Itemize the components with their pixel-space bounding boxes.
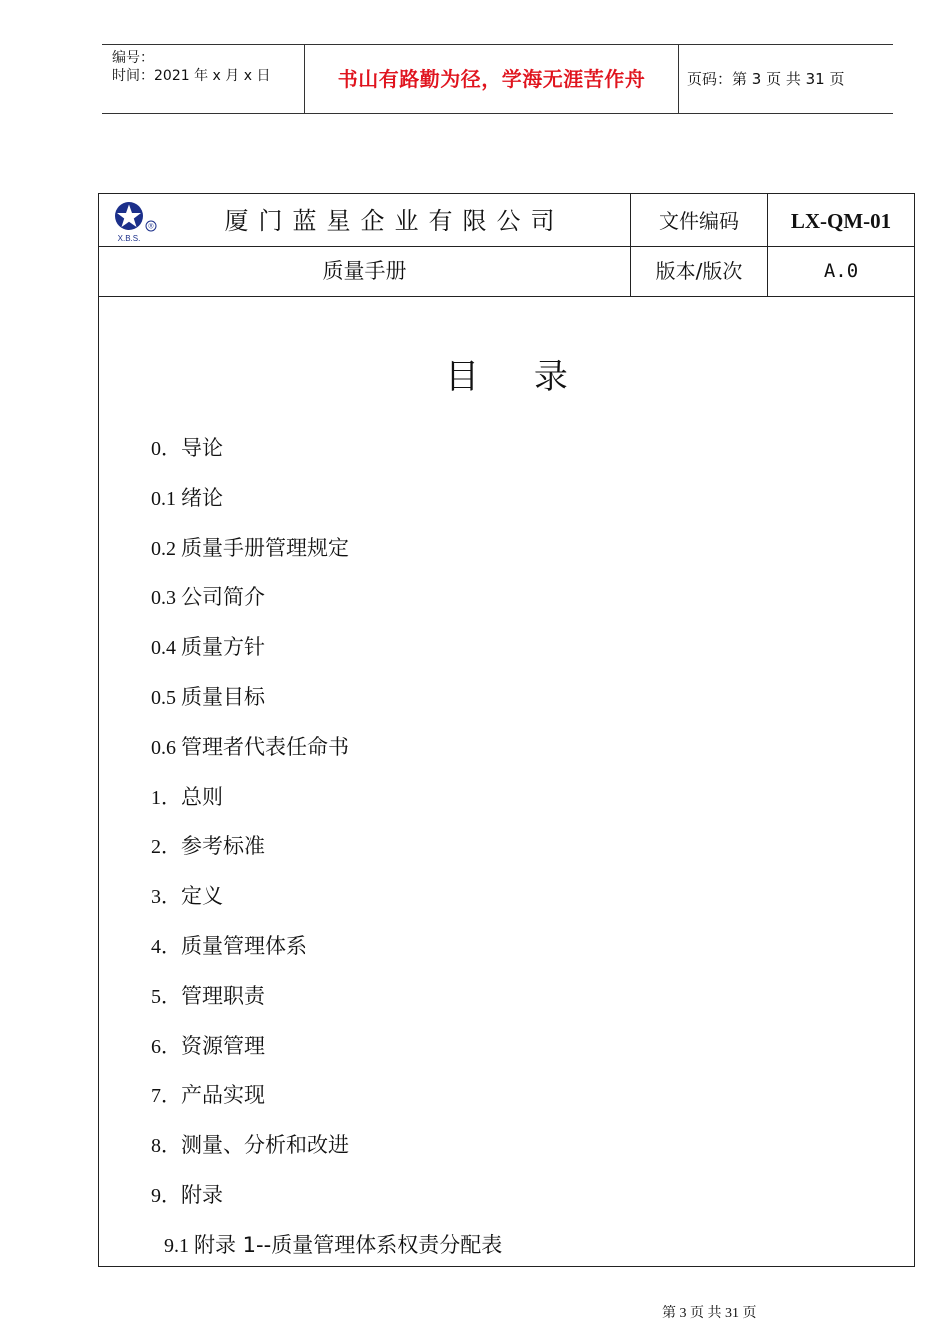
toc-list — [151, 424, 502, 1271]
document-frame — [98, 193, 915, 1267]
header-divider — [678, 45, 679, 113]
company-name: 厦门蓝星企业有限公司 — [224, 207, 565, 235]
toc-item — [151, 773, 502, 823]
toc-item-text: 管理职责 — [181, 983, 265, 1008]
registered-mark: ® — [148, 223, 154, 231]
toc-item-text: 产品实现 — [181, 1083, 265, 1108]
toc-item-number: 0.5 — [151, 686, 181, 709]
toc-item-number: 0.4 — [151, 637, 181, 660]
toc-item-number: 9.1 — [164, 1234, 194, 1257]
header-page-info: 页码：第 3 页 共 31 页 — [687, 70, 845, 88]
toc-item — [151, 872, 502, 922]
toc-item — [151, 474, 502, 524]
toc-item — [151, 673, 502, 723]
title-block — [99, 194, 914, 297]
toc-item-text: 管理者代表任命书 — [181, 734, 349, 759]
toc-item-number: 7． — [151, 1085, 181, 1108]
toc-item-number: 2． — [151, 836, 181, 859]
toc-item — [151, 424, 502, 474]
manual-name: 质量手册 — [322, 259, 407, 283]
toc-item-number: 5． — [151, 985, 181, 1008]
toc-item-number: 9． — [151, 1184, 181, 1207]
toc-item-text: 公司简介 — [181, 585, 265, 610]
toc-item-text: 参考标准 — [181, 834, 265, 859]
version-label: 版本/版次 — [655, 259, 743, 283]
toc-item-text: 总则 — [181, 784, 223, 809]
toc-item — [151, 623, 502, 673]
doc-code-label: 文件编码 — [659, 209, 739, 233]
header-meta — [112, 49, 302, 85]
version-value: A.0 — [823, 260, 859, 282]
toc-item-text: 附录 1--质量管理体系权责分配表 — [194, 1232, 503, 1257]
toc-item-number: 6． — [151, 1035, 181, 1058]
toc-item-number: 4． — [151, 935, 181, 958]
doc-code-value: LX-QM-01 — [790, 209, 892, 233]
toc-item-text: 质量管理体系 — [181, 933, 307, 958]
toc-item-number: 1． — [151, 786, 181, 809]
toc-item-number: 0． — [151, 438, 181, 460]
toc-item — [151, 972, 502, 1022]
toc-item — [151, 1071, 502, 1121]
toc-item-number: 3． — [151, 886, 181, 909]
toc-item-text: 导论 — [181, 436, 223, 460]
toc-item-number: 0.3 — [151, 587, 181, 610]
toc-item — [151, 922, 502, 972]
logo-caption: X.B.S. — [117, 234, 141, 243]
toc-item — [151, 1121, 502, 1171]
toc-item-text: 资源管理 — [181, 1033, 265, 1058]
toc-item-number: 8． — [151, 1135, 181, 1158]
toc-item-number: 0.6 — [151, 736, 181, 759]
toc-item-text: 定义 — [181, 884, 223, 909]
toc-item — [151, 524, 502, 574]
toc-item-number: 0.2 — [151, 537, 181, 560]
page-footer: 第 3 页 共 31 页 — [662, 1306, 757, 1321]
toc-item — [151, 1022, 502, 1072]
toc-item — [151, 573, 502, 623]
toc-item-text: 测量、分析和改进 — [181, 1133, 349, 1158]
toc-item-text: 质量手册管理规定 — [181, 535, 349, 560]
toc-item-text: 绪论 — [181, 485, 223, 510]
header-motto: 书山有路勤为径，学海无涯苦作舟 — [337, 67, 646, 91]
toc-item-text: 质量目标 — [181, 684, 265, 709]
toc-item — [151, 1221, 502, 1271]
running-header — [102, 44, 893, 114]
toc-title: 目 录 — [445, 357, 590, 397]
doc-number-label: 编号： — [112, 50, 154, 66]
date-text: 时间：2021 年 x 月 x 日 — [112, 68, 271, 84]
toc-item — [151, 723, 502, 773]
toc-item — [151, 1171, 502, 1221]
toc-item-text: 附录 — [181, 1182, 223, 1207]
toc-item-text: 质量方针 — [181, 635, 265, 660]
toc-item-number: 0.1 — [151, 487, 181, 510]
toc-item — [151, 822, 502, 872]
